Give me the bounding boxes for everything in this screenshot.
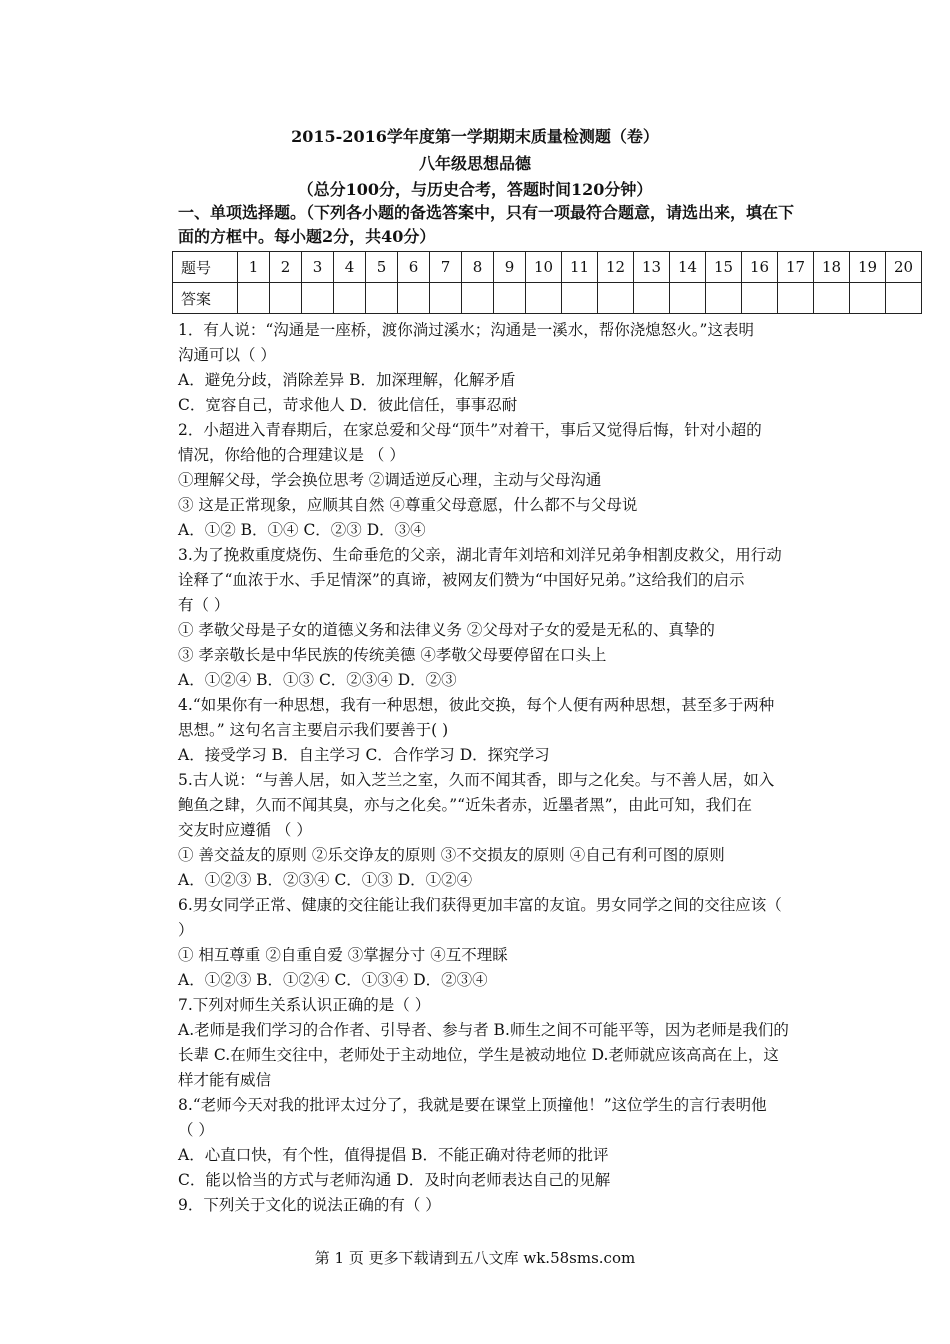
option-line: 长辈 C.在师生交往中，老师处于主动地位，学生是被动地位 D.老师就应该高高在上，这 [178, 1046, 779, 1064]
section-heading-line2: 面的方框中。每小题2分，共40分） [178, 227, 436, 246]
question-number: 3 [302, 252, 334, 283]
answer-cell[interactable] [302, 283, 334, 314]
question-line: 思想。” 这句名言主要启示我们要善于( ) [178, 721, 449, 739]
option-line: A.老师是我们学习的合作者、引导者、参与者 B.师生之间不可能平等，因为老师是我们的 [178, 1021, 789, 1039]
question-number: 9 [494, 252, 526, 283]
answer-cell[interactable] [462, 283, 494, 314]
option-line: ③ 孝亲敬长是中华民族的传统美德 ④孝敬父母要停留在口头上 [178, 646, 607, 664]
question-line: 沟通可以（ ） [178, 346, 276, 364]
question-number: 18 [814, 252, 850, 283]
question-line: 鲍鱼之肆，久而不闻其臭，亦与之化矣。”“近朱者赤，近墨者黑”，由此可知，我们在 [178, 796, 753, 814]
question-number: 17 [778, 252, 814, 283]
question-line: ） [178, 921, 194, 939]
answer-cell[interactable] [366, 283, 398, 314]
page-footer: 第 1 页 更多下载请到五八文库 wk.58sms.com [314, 1249, 636, 1267]
question-line: 1．有人说：“沟通是一座桥，渡你淌过溪水；沟通是一溪水，帮你浇熄怒火。”这表明 [178, 321, 754, 339]
question-number: 15 [706, 252, 742, 283]
row-label: 答案 [173, 283, 238, 314]
option-line: A．①②③ B．①②④ C．①③④ D．②③④ [178, 971, 488, 989]
option-line: C．能以恰当的方式与老师沟通 D．及时向老师表达自己的见解 [178, 1171, 611, 1189]
question-number: 7 [430, 252, 462, 283]
section-heading-line1: 一、单项选择题。（下列各小题的备选答案中，只有一项最符合题意，请选出来，填在下 [178, 203, 795, 222]
question-number: 4 [334, 252, 366, 283]
question-line: 情况，你给他的合理建议是 （ ） [178, 446, 405, 464]
question-line: 有（ ） [178, 596, 230, 614]
answer-cell[interactable] [270, 283, 302, 314]
question-line: 7.下列对师生关系认识正确的是（ ） [178, 996, 431, 1014]
question-number: 11 [562, 252, 598, 283]
exam-title: 2015-2016学年度第一学期期末质量检测题（卷） [291, 127, 659, 146]
answer-cell[interactable] [850, 283, 886, 314]
answer-cell[interactable] [814, 283, 850, 314]
option-line: A．①②③ B．②③④ C．①③ D．①②④ [178, 871, 473, 889]
answer-cell[interactable] [526, 283, 562, 314]
question-number: 8 [462, 252, 494, 283]
answer-cell[interactable] [706, 283, 742, 314]
answer-cell[interactable] [430, 283, 462, 314]
option-line: ① 孝敬父母是子女的道德义务和法律义务 ②父母对子女的爱是无私的、真挚的 [178, 621, 715, 639]
question-line: 诠释了“血浓于水、手足情深”的真谛，被网友们赞为“中国好兄弟。”这给我们的启示 [178, 571, 745, 589]
answer-cell[interactable] [778, 283, 814, 314]
question-line: 5.古人说：“与善人居，如入芝兰之室，久而不闻其香，即与之化矣。与不善人居，如入 [178, 771, 775, 789]
answer-row [173, 283, 922, 314]
answer-cell[interactable] [742, 283, 778, 314]
answer-cell[interactable] [670, 283, 706, 314]
option-line: A．接受学习 B．自主学习 C．合作学习 D．探究学习 [178, 746, 550, 764]
question-line: 4.“如果你有一种思想，我有一种思想，彼此交换，每个人便有两种思想，甚至多于两种 [178, 696, 775, 714]
answer-cell[interactable] [598, 283, 634, 314]
option-line: C．宽容自己，苛求他人 D．彼此信任，事事忍耐 [178, 396, 518, 414]
row-label: 题号 [173, 252, 238, 283]
question-number: 6 [398, 252, 430, 283]
option-line: ③ 这是正常现象，应顺其自然 ④尊重父母意愿，什么都不与父母说 [178, 496, 638, 514]
question-line: 3.为了挽救重度烧伤、生命垂危的父亲，湖北青年刘培和刘洋兄弟争相割皮救父，用行动 [178, 546, 782, 564]
question-number: 1 [238, 252, 270, 283]
answer-cell[interactable] [238, 283, 270, 314]
exam-note: （总分100分，与历史合考，答题时间120分钟） [297, 180, 653, 199]
question-number: 13 [634, 252, 670, 283]
question-number: 5 [366, 252, 398, 283]
option-line: ① 善交益友的原则 ②乐交诤友的原则 ③不交损友的原则 ④自己有利可图的原则 [178, 846, 725, 864]
question-number: 14 [670, 252, 706, 283]
answer-cell[interactable] [634, 283, 670, 314]
question-line: 9．下列关于文化的说法正确的有（ ） [178, 1196, 441, 1214]
question-number: 12 [598, 252, 634, 283]
question-line: 6.男女同学正常、健康的交往能让我们获得更加丰富的友谊。男女同学之间的交往应该（ [178, 896, 782, 914]
question-number: 2 [270, 252, 302, 283]
answer-cell[interactable] [334, 283, 366, 314]
question-number: 19 [850, 252, 886, 283]
question-number-row [173, 252, 922, 283]
answer-cell[interactable] [398, 283, 430, 314]
question-line: 2．小超进入青春期后，在家总爱和父母“顶牛”对着干，事后又觉得后悔，针对小超的 [178, 421, 762, 439]
exam-subject: 八年级思想品德 [418, 154, 531, 173]
answer-cell[interactable] [562, 283, 598, 314]
answer-table [172, 251, 922, 314]
option-line: A．避免分歧，消除差异 B．加深理解，化解矛盾 [178, 371, 516, 389]
question-line: （ ） [178, 1121, 214, 1139]
option-line: ① 相互尊重 ②自重自爱 ③掌握分寸 ④互不理睬 [178, 946, 508, 964]
option-line: ①理解父母，学会换位思考 ②调适逆反心理，主动与父母沟通 [178, 471, 602, 489]
question-number: 10 [526, 252, 562, 283]
question-line: 8.“老师今天对我的批评太过分了，我就是要在课堂上顶撞他！”这位学生的言行表明他 [178, 1096, 767, 1114]
option-line: A．①② B．①④ C．②③ D．③④ [178, 521, 426, 539]
option-line: A．①②④ B．①③ C．②③④ D．②③ [178, 671, 457, 689]
question-number: 16 [742, 252, 778, 283]
option-line: 样才能有威信 [178, 1071, 272, 1089]
option-line: A．心直口快，有个性，值得提倡 B．不能正确对待老师的批评 [178, 1146, 609, 1164]
answer-cell[interactable] [886, 283, 922, 314]
question-line: 交友时应遵循 （ ） [178, 821, 312, 839]
question-number: 20 [886, 252, 922, 283]
answer-cell[interactable] [494, 283, 526, 314]
